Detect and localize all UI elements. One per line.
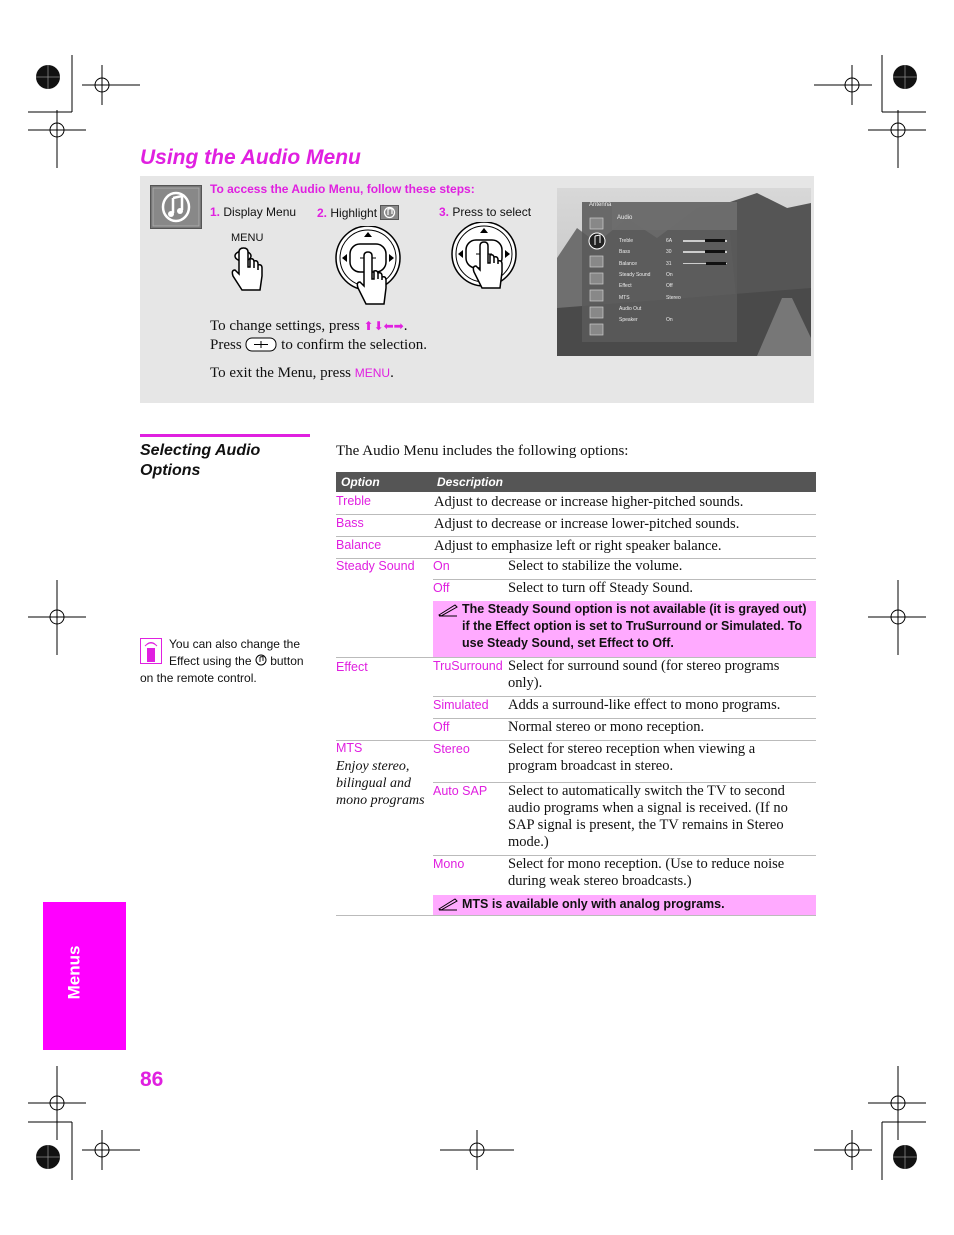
exit-text: To exit the Menu, press — [210, 365, 352, 381]
tv-menu-item-label: Treble — [619, 238, 633, 244]
setting-label-on: On — [433, 559, 450, 573]
section-rule — [140, 434, 310, 437]
tv-level-fill — [706, 262, 726, 265]
joystick-select-icon — [450, 222, 522, 304]
tv-audio-menu-screenshot — [557, 188, 811, 356]
side-tab-label: Menus — [64, 945, 84, 1000]
exit-line — [210, 365, 394, 382]
tv-menu-item-value: 31 — [666, 260, 672, 267]
description-line: Select to automatically switch the TV to second — [508, 783, 785, 799]
tv-menu-item-label: Steady Sound — [619, 271, 651, 278]
description-line: audio programs when a signal is received. (If no — [508, 800, 788, 816]
tv-level-bar — [683, 263, 727, 265]
setting-label-stereo: Stereo — [433, 742, 470, 756]
description-line: during weak stereo broadcasts.) — [508, 873, 692, 889]
mts-note — [433, 895, 816, 915]
confirm-line — [210, 337, 427, 354]
step-display-menu — [210, 205, 296, 219]
description-line: Select for surround sound (for stereo programs — [508, 658, 780, 674]
setting-label-trusurround: TruSurround — [433, 659, 503, 673]
section-heading — [140, 441, 315, 481]
press-text: Press — [210, 337, 242, 353]
tv-input-label: Antenna — [589, 202, 612, 208]
table-row-balance — [336, 536, 816, 559]
table-row-bass — [336, 514, 816, 537]
option-description: Adjust to decrease or increase lower-pitched sounds. — [434, 516, 740, 532]
tip-line: on the remote control. — [140, 671, 257, 685]
step-label: Display Menu — [223, 205, 297, 219]
description-line: program broadcast in stereo. — [508, 758, 674, 774]
note-pencil-icon — [438, 603, 458, 617]
step-number: 1. — [210, 205, 221, 219]
column-header-option: Option — [341, 475, 380, 489]
option-description: Adjust to decrease or increase higher-pitched sounds. — [434, 494, 744, 510]
note-pencil-icon — [438, 897, 458, 911]
tv-menu-item-value: Off — [666, 283, 673, 290]
option-label: Steady Sound — [336, 559, 415, 573]
step-label: Press to select — [452, 205, 532, 219]
effect-button-icon — [255, 654, 267, 666]
tv-menu-title: Audio — [617, 215, 633, 221]
setting-description — [508, 741, 755, 775]
tv-menu-item-label: Audio Out — [619, 305, 642, 312]
tip-line — [140, 653, 310, 670]
step-label: Highlight — [330, 206, 378, 220]
exit-period: . — [390, 365, 394, 381]
steady-sound-note — [433, 601, 816, 657]
note-line: use Steady Sound, set Effect to Off. — [462, 636, 674, 650]
tv-level-fill — [705, 239, 725, 242]
tv-menu-icons — [587, 216, 605, 336]
option-label: MTS — [336, 741, 363, 755]
page-number: 86 — [140, 1068, 164, 1091]
tv-level-bar — [683, 251, 727, 253]
setting-description: Select to turn off Steady Sound. — [508, 580, 693, 596]
setting-description: Adds a surround-like effect to mono programs. — [508, 697, 781, 713]
audio-icon — [380, 205, 399, 220]
note-line: if the Effect option is set to TruSurround or Simulated. To — [462, 619, 803, 633]
section-heading-line2: Options — [140, 462, 201, 479]
section-intro: The Audio Menu includes the following options: — [336, 443, 629, 459]
tv-menu-item-value: On — [666, 271, 673, 278]
setting-label-auto-sap: Auto SAP — [433, 784, 488, 798]
description-line: mode.) — [508, 834, 549, 850]
subtitle-line: bilingual and — [336, 776, 412, 791]
tv-menu-item-label: MTS — [619, 294, 630, 301]
side-tab-label-wrap — [39, 945, 114, 1000]
section-heading-line1: Selecting Audio — [140, 442, 261, 459]
description-line: only). — [508, 675, 543, 691]
setting-description — [508, 783, 788, 851]
table-row-treble — [336, 492, 816, 515]
remote-tip-icon — [140, 638, 162, 664]
tv-menu-item-value: Stereo — [666, 294, 681, 301]
setting-description — [508, 658, 779, 692]
hand-press-icon — [228, 246, 268, 294]
tv-menu-item-label: Balance — [619, 260, 638, 267]
arrow-keys-icon: ⬆⬇⬅➡ — [363, 319, 404, 333]
tv-level-fill — [705, 250, 725, 253]
step-number: 3. — [439, 205, 450, 219]
setting-label-mono: Mono — [433, 857, 465, 871]
setting-description: Normal stereo or mono reception. — [508, 719, 705, 735]
change-settings-line: To change settings, press ⬆⬇⬅➡. — [210, 318, 408, 334]
tv-menu-item-value: 30 — [666, 249, 672, 256]
table-header — [336, 472, 816, 492]
menu-key-label: MENU — [354, 366, 391, 380]
tip-line: You can also change the — [169, 637, 300, 651]
setting-label-off: Off — [433, 720, 450, 734]
page-title: Using the Audio Menu — [140, 146, 361, 169]
step-highlight — [317, 205, 399, 220]
tv-menu-item-label: Effect — [619, 283, 632, 290]
mts-subtitle — [336, 758, 425, 809]
setting-label-off: Off — [433, 581, 450, 595]
step-press-select — [439, 205, 531, 219]
steps-heading: To access the Audio Menu, follow these steps: — [210, 182, 475, 196]
description-line: SAP signal is present, the TV remains in Stereo — [508, 817, 784, 833]
audio-menu-icon — [150, 185, 202, 229]
step-number: 2. — [317, 206, 328, 220]
description-line: Select for mono reception. (Use to reduce noise — [508, 856, 785, 872]
option-label: Bass — [336, 516, 364, 530]
column-header-description: Description — [437, 475, 504, 489]
setting-label-simulated: Simulated — [433, 698, 489, 712]
description-line: Select for stereo reception when viewing a — [508, 741, 756, 757]
joystick-button-icon — [245, 337, 277, 352]
option-description: Adjust to emphasize left or right speaker balance. — [434, 538, 722, 554]
setting-description — [508, 856, 784, 890]
subtitle-line: Enjoy stereo, — [336, 759, 410, 774]
tv-menu-item-value: On — [666, 317, 673, 324]
tip-text: button — [270, 654, 304, 668]
joystick-highlight-icon — [334, 226, 406, 308]
option-label: Treble — [336, 494, 371, 508]
menu-button-label: MENU — [231, 232, 264, 244]
note-line: The Steady Sound option is not available (it is grayed out) — [462, 602, 807, 616]
tv-menu-item-label: Speaker — [619, 317, 638, 324]
sidebar-tip — [140, 636, 310, 687]
option-label: Balance — [336, 538, 382, 552]
note-line: MTS is available only with analog programs. — [462, 897, 725, 911]
tv-level-bar — [683, 240, 727, 242]
setting-description: Select to stabilize the volume. — [508, 558, 683, 574]
option-label: Effect — [336, 660, 368, 674]
change-settings-text: To change settings, press — [210, 318, 360, 334]
tv-menu-item-value: 6A — [666, 238, 673, 244]
tv-menu-item-label: Bass — [619, 249, 631, 256]
tip-text: Effect using the — [169, 654, 252, 668]
confirm-text: to confirm the selection. — [281, 337, 427, 353]
subtitle-line: mono programs — [336, 793, 425, 808]
